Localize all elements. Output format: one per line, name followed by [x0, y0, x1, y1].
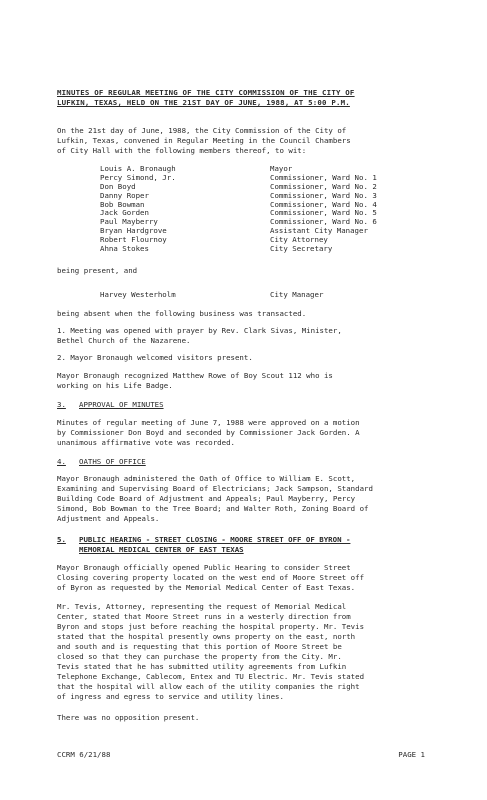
title-line-2: LUFKIN, TEXAS, HELD ON THE 21ST DAY OF JUNE, 1988, AT 5:00 P.M. — [57, 98, 350, 107]
member-role: Commissioner, Ward No. 5 — [270, 208, 377, 218]
being-present-text: being present, and — [57, 266, 138, 275]
section-5-line: Center, stated that Moore Street runs in a westerly direction from — [57, 612, 351, 621]
member-name: Don Boyd — [100, 181, 136, 191]
section-5-line: stated that the hospital presently owns property on the east, north — [57, 632, 356, 641]
section-5-body-1 — [57, 563, 425, 593]
member-role: City Secretary — [270, 244, 333, 254]
member-name: Paul Mayberry — [100, 217, 158, 227]
no-opposition-line — [57, 713, 425, 723]
intro-line: On the 21st day of June, 1988, the City Commission of the City of — [57, 126, 347, 135]
page-footer — [57, 750, 425, 760]
member-name: Percy Simond, Jr. — [100, 172, 176, 182]
section-5-line: Byron and stops just before reaching the hospital property. Mr. Tevis — [57, 622, 365, 631]
section-4-line: Examining and Supervising Board of Electricians; Jack Sampson, Standard — [57, 484, 373, 493]
section-5-line: closed so that they can purchase the property from the City. Mr. — [57, 652, 342, 661]
footer-reference: CCRM 6/21/88 — [57, 750, 111, 759]
section-3-line: unanimous affirmative vote was recorded. — [57, 438, 235, 447]
member-role: Assistant City Manager — [270, 226, 368, 236]
section-5-line: that the hospital will allow each of the utility companies the right — [57, 682, 360, 691]
item-1-line: Bethel Church of the Nazarene. — [57, 336, 191, 345]
member-name: Bob Bowman — [100, 199, 145, 209]
being-absent-text: being absent when the following business was transacted. — [57, 309, 307, 318]
member-role: City Attorney — [270, 235, 328, 245]
member-name: Ahna Stokes — [100, 244, 149, 254]
recognition-line: working on his Life Badge. — [57, 381, 173, 390]
section-heading-text: APPROVAL OF MINUTES — [79, 400, 164, 409]
absent-member-role: City Manager — [270, 290, 324, 299]
member-role: Commissioner, Ward No. 2 — [270, 181, 377, 191]
section-4-line: Building Code Board of Adjustment and Appeals; Paul Mayberry, Percy — [57, 494, 356, 503]
intro-line: Lufkin, Texas, convened in Regular Meeting in the Council Chambers — [57, 136, 351, 145]
section-5-line: of ingress and egress to service and utility lines. — [57, 692, 284, 701]
member-role: Commissioner, Ward No. 3 — [270, 190, 377, 200]
section-3-line: by Commissioner Don Boyd and seconded by Commissioner Jack Gorden. A — [57, 428, 360, 437]
page-number: PAGE 1 — [398, 750, 425, 759]
section-5-line: Tevis stated that he has submitted utility agreements from Lufkin — [57, 662, 347, 671]
member-name: Bryan Hardgrove — [100, 226, 167, 236]
section-heading-text: OATHS OF OFFICE — [79, 457, 146, 466]
section-5-line: and south and is requesting that this portion of Moore Street be — [57, 642, 342, 651]
members-roster — [100, 165, 380, 254]
member-role: Mayor — [270, 164, 293, 173]
section-number: 3. — [57, 400, 66, 409]
intro-line: of City Hall with the following members thereof, to wit: — [57, 146, 307, 155]
section-5-heading — [57, 535, 425, 555]
recognition-line: Mayor Bronaugh recognized Matthew Rowe of Boy Scout 112 who is — [57, 371, 333, 380]
section-5-line: Telephone Exchange, Cablecom, Entex and TU Electric. Mr. Tevis stated — [57, 672, 365, 681]
member-role: Commissioner, Ward No. 6 — [270, 217, 377, 227]
section-4-body — [57, 474, 425, 524]
member-name: Danny Roper — [100, 190, 149, 200]
member-role: Commissioner, Ward No. 4 — [270, 199, 377, 209]
section-3-line: Minutes of regular meeting of June 7, 1988 were approved on a motion — [57, 418, 360, 427]
section-4-line: Simond, Bob Bowman to the Tree Board; and Walter Roth, Zoning Board of — [57, 504, 369, 513]
title-line-1: MINUTES OF REGULAR MEETING OF THE CITY COMMISSION OF THE CITY OF — [57, 88, 355, 97]
item-2-line: 2. Mayor Bronaugh welcomed visitors present. — [57, 353, 253, 362]
member-name: Louis A. Bronaugh — [100, 164, 176, 173]
item-2-paragraph — [57, 353, 425, 363]
section-heading-text: PUBLIC HEARING - STREET CLOSING - MOORE STREET OFF OF BYRON - — [79, 535, 351, 544]
section-5-line: Mr. Tevis, Attorney, representing the request of Memorial Medical — [57, 602, 347, 611]
section-3-body — [57, 418, 425, 448]
minutes-title — [57, 88, 425, 108]
member-name: Jack Gorden — [100, 208, 149, 218]
section-4-line: Adjustment and Appeals. — [57, 514, 160, 523]
item-1-line: 1. Meeting was opened with prayer by Rev. Clark Sivas, Minister, — [57, 326, 342, 335]
absent-member-name: Harvey Westerholm — [100, 290, 176, 299]
item-1-paragraph — [57, 326, 425, 346]
section-5-line: Closing covering property located on the west end of Moore Street off — [57, 573, 365, 582]
member-name: Robert Flournoy — [100, 235, 167, 245]
member-role: Commissioner, Ward No. 1 — [270, 172, 377, 182]
section-5-line: of Byron as requested by the Memorial Medical Center of East Texas. — [57, 583, 356, 592]
section-4-line: Mayor Bronaugh administered the Oath of Office to William E. Scott, — [57, 474, 356, 483]
intro-paragraph — [57, 126, 425, 156]
being-absent-line — [57, 309, 425, 319]
section-3-heading — [57, 400, 425, 410]
being-present-line — [57, 266, 425, 276]
roster-row — [100, 245, 380, 254]
section-5-body-2 — [57, 602, 425, 702]
section-number: 4. — [57, 457, 66, 466]
no-opposition-text: There was no opposition present. — [57, 713, 200, 722]
section-heading-text-2: MEMORIAL MEDICAL CENTER OF EAST TEXAS — [79, 545, 244, 554]
section-5-line: Mayor Bronaugh officially opened Public Hearing to consider Street — [57, 563, 351, 572]
absent-member-row — [100, 290, 380, 300]
section-number: 5. — [57, 535, 66, 544]
section-4-heading — [57, 457, 425, 467]
recognition-paragraph — [57, 371, 425, 391]
